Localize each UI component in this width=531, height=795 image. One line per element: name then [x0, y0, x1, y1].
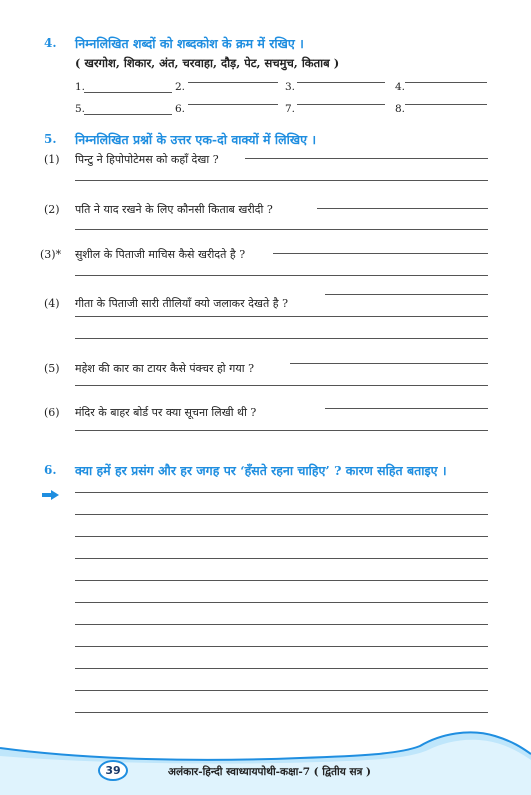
question-4-title: निम्नलिखित शब्दों को शब्दकोश के क्रम में रखिए ।: [75, 36, 304, 51]
answer-line[interactable]: [75, 385, 488, 386]
answer-line[interactable]: [317, 208, 488, 209]
blank-line-6[interactable]: [188, 104, 278, 105]
answer-line[interactable]: [245, 158, 488, 159]
answer-line[interactable]: [75, 275, 488, 276]
blank-line-8[interactable]: [405, 104, 487, 105]
question-5-title: निम्नलिखित प्रश्नों के उत्तर एक-दो वाक्यों में लिखिए ।: [75, 132, 317, 147]
answer-line[interactable]: [75, 602, 488, 603]
blank-line-5[interactable]: [84, 114, 172, 115]
answer-line[interactable]: [75, 316, 488, 317]
sub-question-number: (4): [44, 297, 60, 310]
answer-line[interactable]: [273, 253, 488, 254]
answer-line[interactable]: [75, 690, 488, 691]
answer-line[interactable]: [75, 514, 488, 515]
blank-label-1: 1.: [75, 81, 86, 93]
blank-label-2: 2.: [175, 81, 186, 93]
answer-line[interactable]: [75, 492, 488, 493]
sub-question-text: महेश की कार का टायर कैसे पंक्चर हो गया ?: [75, 362, 254, 375]
answer-line[interactable]: [75, 229, 488, 230]
footer-title: अलंकार-हिन्दी स्वाध्यायपोथी-कक्षा-7 ( द्वितीय सत्र ): [168, 766, 372, 778]
answer-line[interactable]: [75, 180, 488, 181]
blank-line-7[interactable]: [297, 104, 385, 105]
sub-question-number: (2): [44, 203, 60, 216]
answer-line[interactable]: [75, 624, 488, 625]
blank-line-1[interactable]: [84, 92, 172, 93]
answer-line[interactable]: [75, 430, 488, 431]
blank-label-5: 5.: [75, 103, 86, 115]
sub-question-text: सुशील के पिताजी माचिस कैसे खरीदते है ?: [75, 248, 246, 261]
question-6-number: 6.: [44, 463, 57, 477]
blank-label-4: 4.: [395, 81, 406, 93]
word-list: ( खरगोश, शिकार, अंत, चरवाहा, दौड़, पेट, सचमुच, किताब ): [75, 56, 340, 70]
arrow-right-icon: [42, 490, 60, 500]
answer-line[interactable]: [325, 294, 488, 295]
sub-question-number: (5): [44, 362, 60, 375]
blank-label-8: 8.: [395, 103, 406, 115]
answer-line[interactable]: [75, 668, 488, 669]
answer-line[interactable]: [75, 712, 488, 713]
blank-line-3[interactable]: [297, 82, 385, 83]
answer-line[interactable]: [75, 558, 488, 559]
question-5-number: 5.: [44, 132, 57, 146]
sub-question-text: पति ने याद रखने के लिए कौनसी किताब खरीदी ?: [75, 203, 273, 216]
answer-line[interactable]: [75, 536, 488, 537]
sub-question-number: (1): [44, 153, 60, 166]
blank-label-6: 6.: [175, 103, 186, 115]
sub-question-text: पिन्टु ने हिपोपोटेमस को कहाँ देखा ?: [75, 153, 219, 166]
sub-question-text: गीता के पिताजी सारी तीलियाँ क्यो जलाकर देखते है ?: [75, 297, 288, 310]
answer-line[interactable]: [75, 338, 488, 339]
blank-label-7: 7.: [285, 103, 296, 115]
sub-question-number: (3)*: [40, 248, 62, 261]
page-number: 39: [98, 760, 128, 781]
blank-line-2[interactable]: [188, 82, 278, 83]
sub-question-text: मंदिर के बाहर बोर्ड पर क्या सूचना लिखी थी ?: [75, 406, 257, 419]
blank-line-4[interactable]: [405, 82, 487, 83]
answer-line[interactable]: [290, 363, 488, 364]
sub-question-number: (6): [44, 406, 60, 419]
question-4-number: 4.: [44, 36, 57, 50]
footer-wave-band: [0, 720, 531, 795]
answer-line[interactable]: [75, 580, 488, 581]
blank-label-3: 3.: [285, 81, 296, 93]
answer-line[interactable]: [325, 408, 488, 409]
question-6-title: क्या हमें हर प्रसंग और हर जगह पर ‘हँसते रहना चाहिए’ ? कारण सहित बताइए ।: [75, 463, 447, 478]
answer-line[interactable]: [75, 646, 488, 647]
